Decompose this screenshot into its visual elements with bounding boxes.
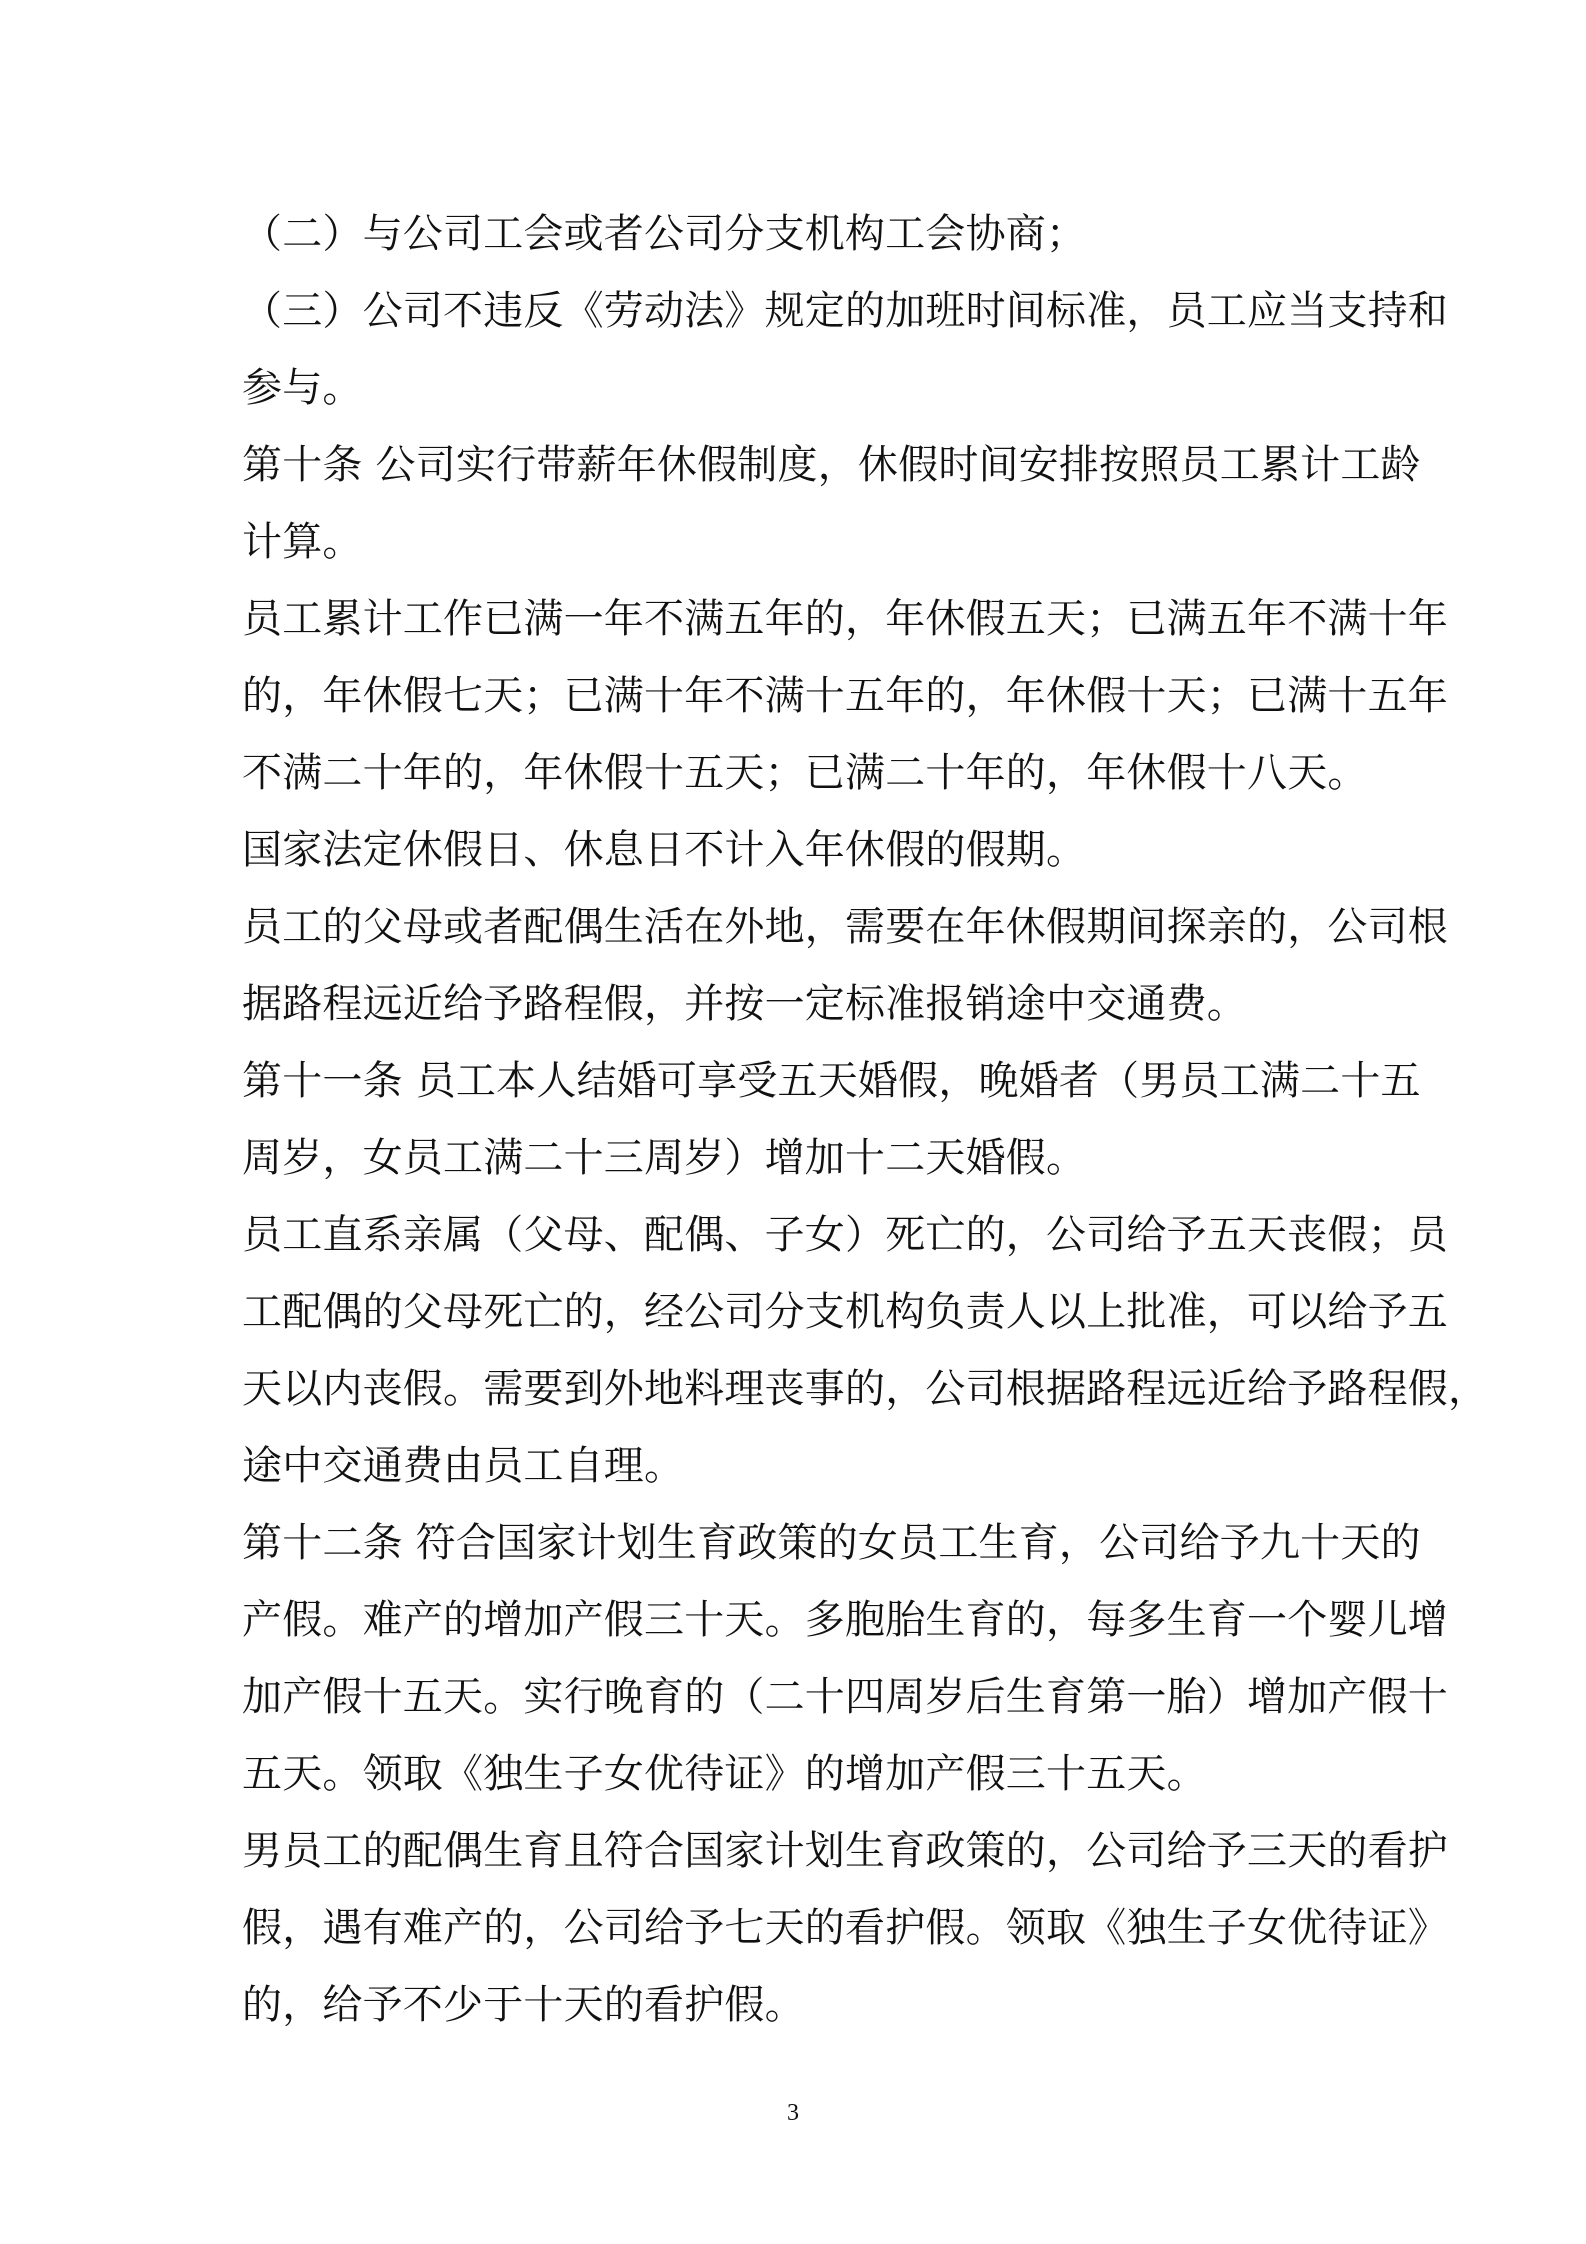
text-line: 第十条 公司实行带薪年休假制度，休假时间安排按照员工累计工龄: [242, 442, 1421, 488]
text-line: 的，年休假七天；已满十年不满十五年的，年休假十天；已满十五年: [242, 673, 1448, 719]
page-number: 3: [787, 2100, 799, 2126]
text-line: 途中交通费由员工自理。: [242, 1443, 685, 1489]
text-line: 员工累计工作已满一年不满五年的，年休假五天；已满五年不满十年: [242, 596, 1448, 642]
text-line: 计算。: [242, 519, 363, 565]
text-line: 国家法定休假日、休息日不计入年休假的假期。: [242, 827, 1087, 873]
document-body: [242, 196, 1489, 2044]
text-line: 员工的父母或者配偶生活在外地，需要在年休假期间探亲的，公司根: [242, 904, 1448, 950]
text-line: 员工直系亲属（父母、配偶、子女）死亡的，公司给予五天丧假；员: [242, 1212, 1448, 1258]
text-line: （二）与公司工会或者公司分支机构工会协商；: [242, 211, 1087, 257]
text-line: 男员工的配偶生育且符合国家计划生育政策的，公司给予三天的看护: [242, 1828, 1448, 1874]
text-line: 假，遇有难产的，公司给予七天的看护假。领取《独生子女优待证》: [242, 1905, 1448, 1951]
text-line: （三）公司不违反《劳动法》规定的加班时间标准，员工应当支持和: [242, 288, 1448, 334]
text-line: 第十一条 员工本人结婚可享受五天婚假，晚婚者（男员工满二十五: [242, 1058, 1421, 1104]
text-line: 产假。难产的增加产假三十天。多胞胎生育的，每多生育一个婴儿增: [242, 1597, 1448, 1643]
text-line: 第十二条 符合国家计划生育政策的女员工生育，公司给予九十天的: [242, 1520, 1421, 1566]
text-line: 参与。: [242, 365, 363, 411]
text-line: 周岁，女员工满二十三周岁）增加十二天婚假。: [242, 1135, 1087, 1181]
text-line: 五天。领取《独生子女优待证》的增加产假三十五天。: [242, 1751, 1207, 1797]
text-line: 工配偶的父母死亡的，经公司分支机构负责人以上批准，可以给予五: [242, 1289, 1448, 1335]
text-line: 加产假十五天。实行晚育的（二十四周岁后生育第一胎）增加产假十: [242, 1674, 1448, 1720]
text-line: 天以内丧假。需要到外地料理丧事的，公司根据路程远近给予路程假，: [242, 1366, 1489, 1412]
text-line: 据路程远近给予路程假，并按一定标准报销途中交通费。: [242, 981, 1247, 1027]
text-line: 不满二十年的，年休假十五天；已满二十年的，年休假十八天。: [242, 750, 1368, 796]
text-line: 的，给予不少于十天的看护假。: [242, 1982, 805, 2028]
